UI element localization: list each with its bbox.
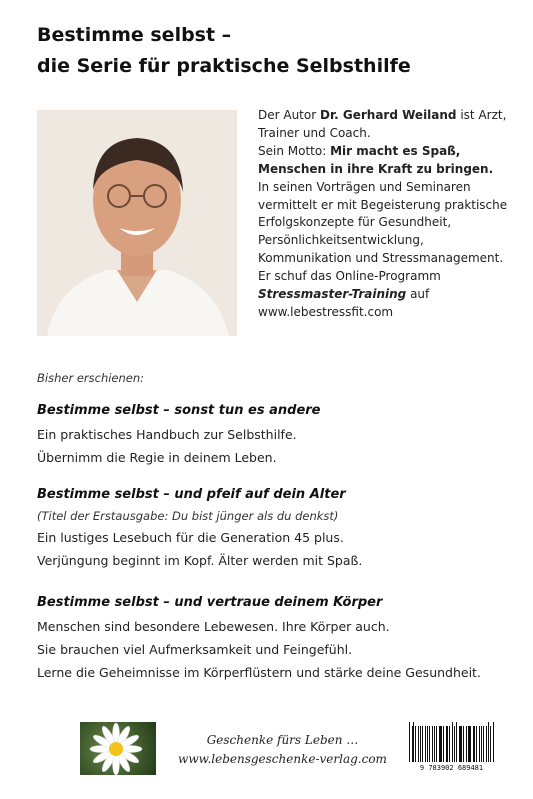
barcode-bar — [443, 726, 444, 762]
barcode-bar — [479, 726, 480, 762]
barcode-bar — [425, 726, 426, 762]
barcode-bar — [429, 726, 430, 762]
author-photo — [37, 110, 237, 336]
bio-paragraph-1 — [258, 107, 518, 143]
publisher-website: www.lebensgeschenke-verlag.com — [178, 752, 387, 766]
barcode-bar — [474, 726, 475, 762]
barcode-bar — [420, 726, 422, 762]
barcode-bar — [436, 726, 437, 762]
publisher-slogan: Geschenke fürs Leben … — [206, 733, 359, 747]
bio-paragraph-4 — [258, 268, 518, 322]
barcode-bar — [459, 726, 460, 762]
barcode-bar — [415, 726, 416, 762]
bio-text: Der Autor — [258, 108, 320, 122]
barcode-bar — [456, 722, 457, 762]
bio-text: Er schuf das Online-Programm — [258, 269, 441, 284]
book-description-line: Übernimm die Regie in deinem Leben. — [37, 450, 277, 465]
book-entry-1 — [37, 402, 507, 469]
barcode-bar — [469, 726, 470, 762]
page-title — [37, 20, 411, 82]
bio-paragraph-2 — [258, 143, 518, 179]
book-first-edition-note: (Titel der Erstausgabe: Du bist jünger als du denkst) — [37, 509, 339, 523]
barcode-bar — [460, 726, 462, 762]
barcode-bar — [413, 722, 414, 762]
barcode-bar — [473, 726, 474, 762]
barcode-bar — [432, 726, 433, 762]
book-title: Bestimme selbst – und vertraue deinem Körper — [37, 595, 383, 610]
bio-text: auf — [406, 287, 430, 302]
barcode-bar — [452, 722, 453, 762]
publisher-info — [170, 731, 395, 769]
barcode-bar — [463, 726, 464, 762]
barcode-bar — [490, 726, 491, 762]
barcode-bar — [446, 726, 447, 762]
author-motto: Mir macht es Spaß, Menschen in ihre Kraft zu bringen. — [258, 143, 494, 176]
barcode-bar — [422, 726, 423, 762]
book-description-line: Verjüngung beginnt im Kopf. Älter werden mit Spaß. — [37, 553, 363, 568]
daisy-icon — [80, 722, 156, 775]
bio-paragraph-3: In seinen Vorträgen und Seminaren vermittelt er mit Begeisterung praktische Erfolgskonzepte für Gesundheit, Persönlichkeitsentwicklung, Kommunikation und Stressmanagement. — [258, 179, 508, 266]
barcode-bar — [466, 726, 467, 762]
author-website: www.lebestressfit.com — [258, 304, 394, 319]
isbn-number: 9 783902 689481 — [419, 764, 484, 772]
barcode-bar — [468, 726, 469, 762]
bio-text: Sein Motto: — [258, 143, 331, 158]
book-entry-3 — [37, 594, 507, 684]
book-title: Bestimme selbst – sonst tun es andere — [37, 403, 321, 418]
barcode-bar — [427, 726, 428, 762]
title-line-2: die Serie für praktische Selbsthilfe — [37, 55, 411, 77]
barcode-bar — [412, 726, 413, 762]
barcode-bar — [434, 726, 435, 762]
barcode-bar — [488, 722, 489, 762]
barcode-bar — [481, 726, 483, 762]
barcode-bar — [440, 726, 442, 762]
title-line-1: Bestimme selbst – — [37, 24, 232, 46]
author-bio — [258, 107, 518, 322]
barcode-bar — [483, 726, 484, 762]
book-description-line: Ein praktisches Handbuch zur Selbsthilfe. — [37, 427, 297, 442]
author-portrait-image — [37, 110, 237, 336]
publisher-daisy-logo — [80, 722, 156, 775]
isbn-barcode — [405, 720, 498, 780]
barcode-bar — [418, 726, 419, 762]
barcode-bars — [405, 720, 498, 762]
book-description-line: Lerne die Geheimnisse im Körperflüstern und stärke deine Gesundheit. — [37, 665, 481, 680]
barcode-bar — [454, 726, 455, 762]
barcode-bar — [439, 726, 440, 762]
barcode-bar — [476, 726, 477, 762]
book-description-line: Sie brauchen viel Aufmerksamkeit und Feingefühl. — [37, 642, 353, 657]
bio-text: ist Arzt, Trainer und Coach. — [258, 108, 507, 140]
barcode-bar — [409, 722, 410, 762]
barcode-bar — [449, 726, 450, 762]
author-name: Dr. Gerhard Weiland — [319, 108, 457, 122]
barcode-bar — [447, 726, 448, 762]
book-entry-2 — [37, 486, 507, 572]
program-name: Stressmaster-Training — [258, 287, 407, 302]
book-title: Bestimme selbst – und pfeif auf dein Alter — [37, 487, 346, 502]
published-intro: Bisher erschienen: — [37, 371, 145, 385]
book-description-line: Menschen sind besondere Lebewesen. Ihre Körper auch. — [37, 619, 390, 634]
book-description-line: Ein lustiges Lesebuch für die Generation 45 plus. — [37, 530, 344, 545]
barcode-bar — [486, 726, 487, 762]
barcode-bar — [493, 722, 494, 762]
